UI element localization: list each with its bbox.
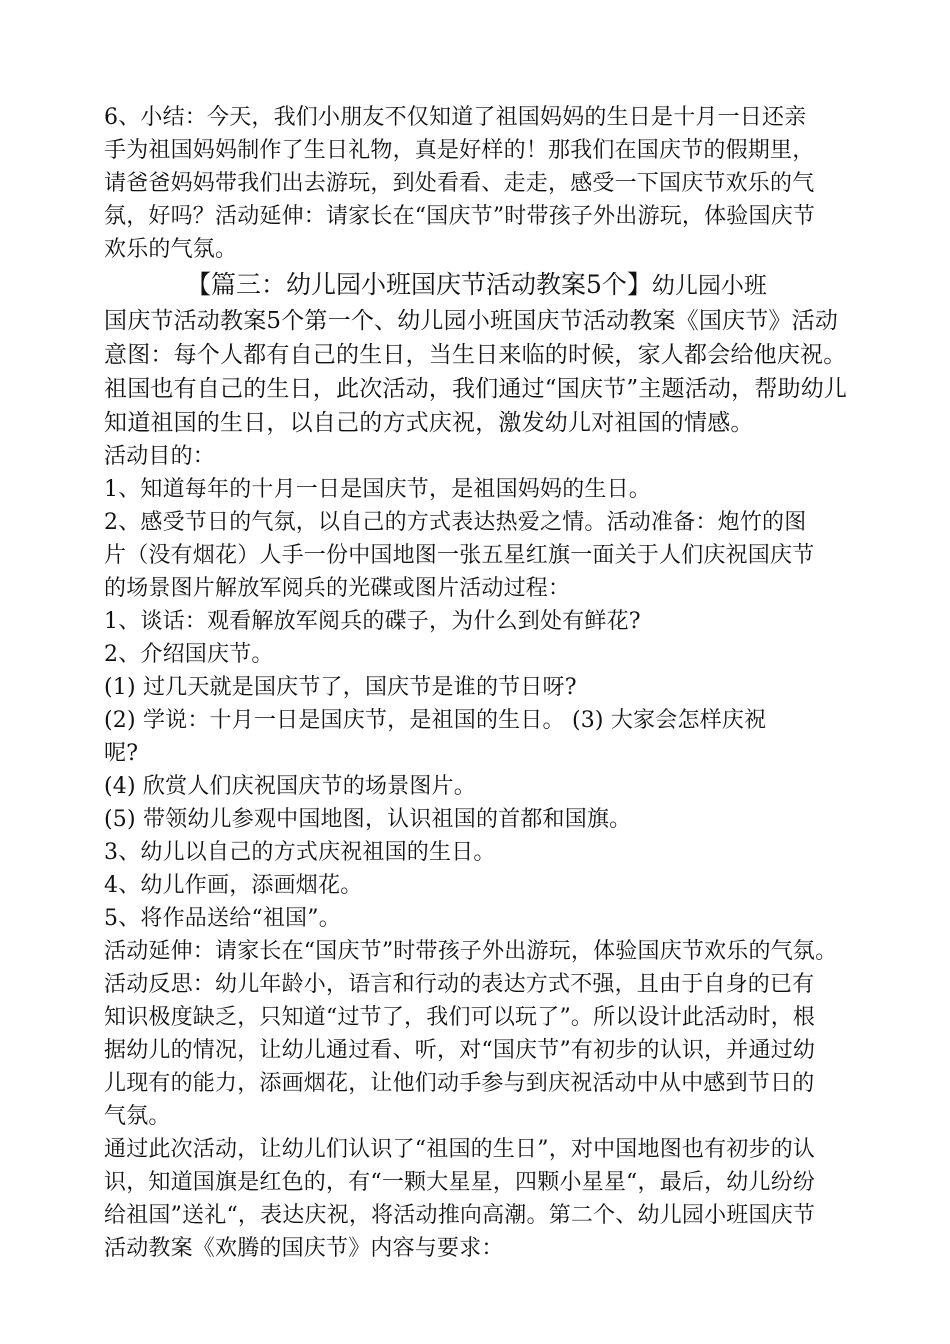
text-line: 4、幼儿作画，添画烟花。	[104, 873, 363, 898]
text-line: 3、幼儿以自己的方式庆祝祖国的生日。	[104, 840, 496, 865]
text-line: 儿现有的能力，添画烟花，让他们动手参与到庆祝活动中从中感到节日的	[104, 1071, 815, 1096]
text-line: 知识极度缺乏，只知道“过节了，我们可以玩了”。所以设计此活动时，根	[104, 1005, 816, 1030]
text-line: 活动目的：	[104, 444, 216, 469]
text-line: 意图：每个人都有自己的生日，当生日来临的时候，家人都会给他庆祝。	[104, 342, 847, 368]
text-line: 活动延伸：请家长在“国庆节”时带孩子外出游玩，体验国庆节欢乐的气氛。	[104, 939, 838, 964]
text-line: (4) 欣赏人们庆祝国庆节的场景图片。	[104, 774, 476, 799]
document-page	[104, 101, 864, 1265]
text-line: (2) 学说：十月一日是国庆节，是祖国的生日。 (3) 大家会怎样庆祝	[104, 708, 767, 733]
text-line: 6、小结：今天，我们小朋友不仅知道了祖国妈妈的生日是十月一日还亲	[104, 105, 807, 130]
text-line: 识，知道国旗是红色的，有“一颗大星星，四颗小星星“，最后，幼儿纷纷	[104, 1170, 816, 1195]
text-line: 2、介绍国庆节。	[104, 642, 274, 667]
text-line: 的场景图片解放军阅兵的光碟或图片活动过程：	[104, 576, 571, 601]
text-line: 请爸爸妈妈带我们出去游玩，到处看看、走走，感受一下国庆节欢乐的气	[104, 171, 815, 196]
text-line: 1、谈话：观看解放军阅兵的碟子，为什么到处有鲜花?	[104, 609, 641, 634]
text-line: 氛，好吗？活动延伸：请家长在“国庆节”时带孩子外出游玩，体验国庆节	[104, 204, 816, 229]
intro-paragraph	[104, 101, 864, 266]
text-line: 活动教案《欢腾的国庆节》内容与要求：	[104, 1236, 504, 1261]
text-line: 片（没有烟花）人手一份中国地图一张五星红旗一面关于人们庆祝国庆节	[104, 543, 815, 568]
text-line: 欢乐的气氛。	[104, 237, 238, 262]
text-line: 呢?	[104, 741, 139, 766]
text-line: 祖国也有自己的生日，此次活动，我们通过“国庆节”主题活动，帮助幼儿	[104, 376, 848, 402]
section-title: 【篇三：幼儿园小班国庆节活动教案5个】	[186, 270, 652, 299]
text-line: (1) 过几天就是国庆节了，国庆节是谁的节日呀?	[104, 675, 577, 700]
text-line: 通过此次活动，让幼儿们认识了“祖国的生日”，对中国地图也有初步的认	[104, 1137, 816, 1162]
text-line: 手为祖国妈妈制作了生日礼物，真是好样的！那我们在国庆节的假期里，	[104, 138, 815, 163]
text-line: 国庆节活动教案5个第一个、幼儿园小班国庆节活动教案《国庆节》活动	[104, 308, 839, 334]
text-line: 给祖国”送礼“，表达庆祝，将活动推向高潮。第二个、幼儿园小班国庆节	[104, 1203, 816, 1228]
text-line: 知道祖国的生日，以自己的方式庆祝，激发幼儿对祖国的情感。	[104, 410, 754, 436]
body-text	[104, 304, 864, 1265]
section-heading	[104, 266, 864, 304]
text-line: 2、感受节日的气氛，以自己的方式表达热爱之情。活动准备：炮竹的图	[104, 510, 807, 535]
text-line: 据幼儿的情况，让幼儿通过看、听，对“国庆节”有初步的认识，并通过幼	[104, 1038, 816, 1063]
text-line: 气氛。	[104, 1104, 171, 1129]
text-line: 活动反思：幼儿年龄小，语言和行动的表达方式不强，且由于自身的已有	[104, 972, 815, 997]
text-line: 1、知道每年的十月一日是国庆节，是祖国妈妈的生日。	[104, 477, 651, 502]
section-title-tail: 幼儿园小班	[651, 273, 767, 299]
text-line: (5) 带领幼儿参观中国地图，认识祖国的首都和国旗。	[104, 807, 632, 832]
text-line: 5、将作品送给“祖国”。	[104, 906, 341, 931]
